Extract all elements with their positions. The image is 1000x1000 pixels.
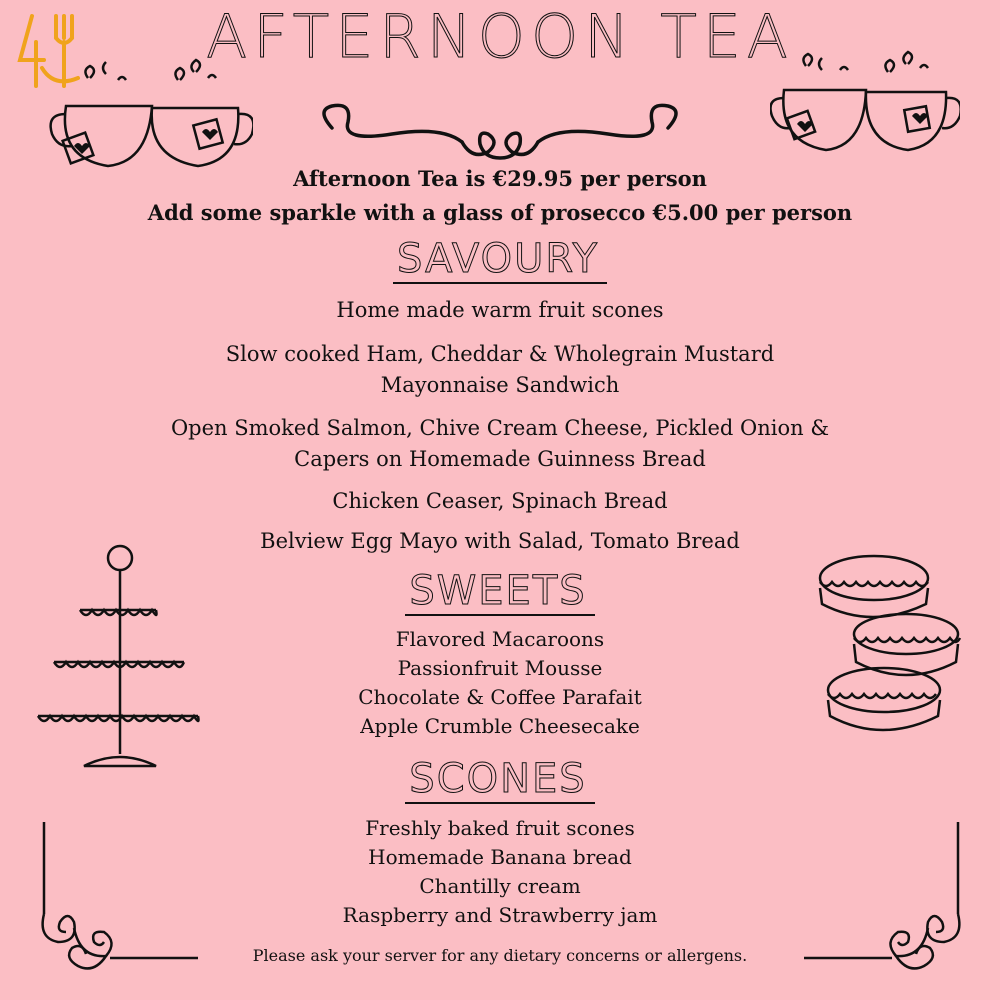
menu-item: Passionfruit Mousse <box>397 656 603 680</box>
section-heading-scones: SCONES <box>0 756 1000 802</box>
macarons-icon <box>812 552 964 744</box>
ornament-scroll-icon <box>312 98 688 166</box>
corner-flourish-icon <box>34 818 204 978</box>
menu-item: Chicken Ceaser, Spinach Bread <box>332 489 668 513</box>
allergen-note: Please ask your server for any dietary concerns or allergens. <box>252 946 748 965</box>
page-title: AFTERNOON TEA <box>206 2 794 72</box>
menu-item: Home made warm fruit scones <box>336 298 664 322</box>
menu-item: Belview Egg Mayo with Salad, Tomato Bread <box>260 529 740 553</box>
price-line: Afternoon Tea is €29.95 per person <box>293 166 707 191</box>
menu-item: Chocolate & Coffee Parafait <box>358 685 642 709</box>
section-heading-savoury: SAVOURY <box>0 236 1000 282</box>
cake-stand-icon <box>34 540 204 775</box>
corner-flourish-icon <box>798 818 968 978</box>
menu-item: Homemade Banana bread <box>368 845 632 869</box>
tea-cups-icon <box>770 46 960 156</box>
menu-item: Open Smoked Salmon, Chive Cream Cheese, Pickled Onion & <box>170 416 830 440</box>
menu-item: Freshly baked fruit scones <box>365 816 635 840</box>
menu-item: Mayonnaise Sandwich <box>380 373 620 397</box>
menu-item: Capers on Homemade Guinness Bread <box>294 447 706 471</box>
menu-item: Flavored Macaroons <box>395 627 605 651</box>
section-heading-sweets: SWEETS <box>0 568 1000 614</box>
prosecco-line: Add some sparkle with a glass of prosecco €5.00 per person <box>147 200 853 225</box>
menu-item: Apple Crumble Cheesecake <box>360 714 640 738</box>
tea-cups-icon <box>48 58 253 173</box>
menu-item: Slow cooked Ham, Cheddar & Wholegrain Mustard <box>225 342 775 366</box>
menu-item: Chantilly cream <box>419 874 581 898</box>
menu-item: Raspberry and Strawberry jam <box>342 903 658 927</box>
